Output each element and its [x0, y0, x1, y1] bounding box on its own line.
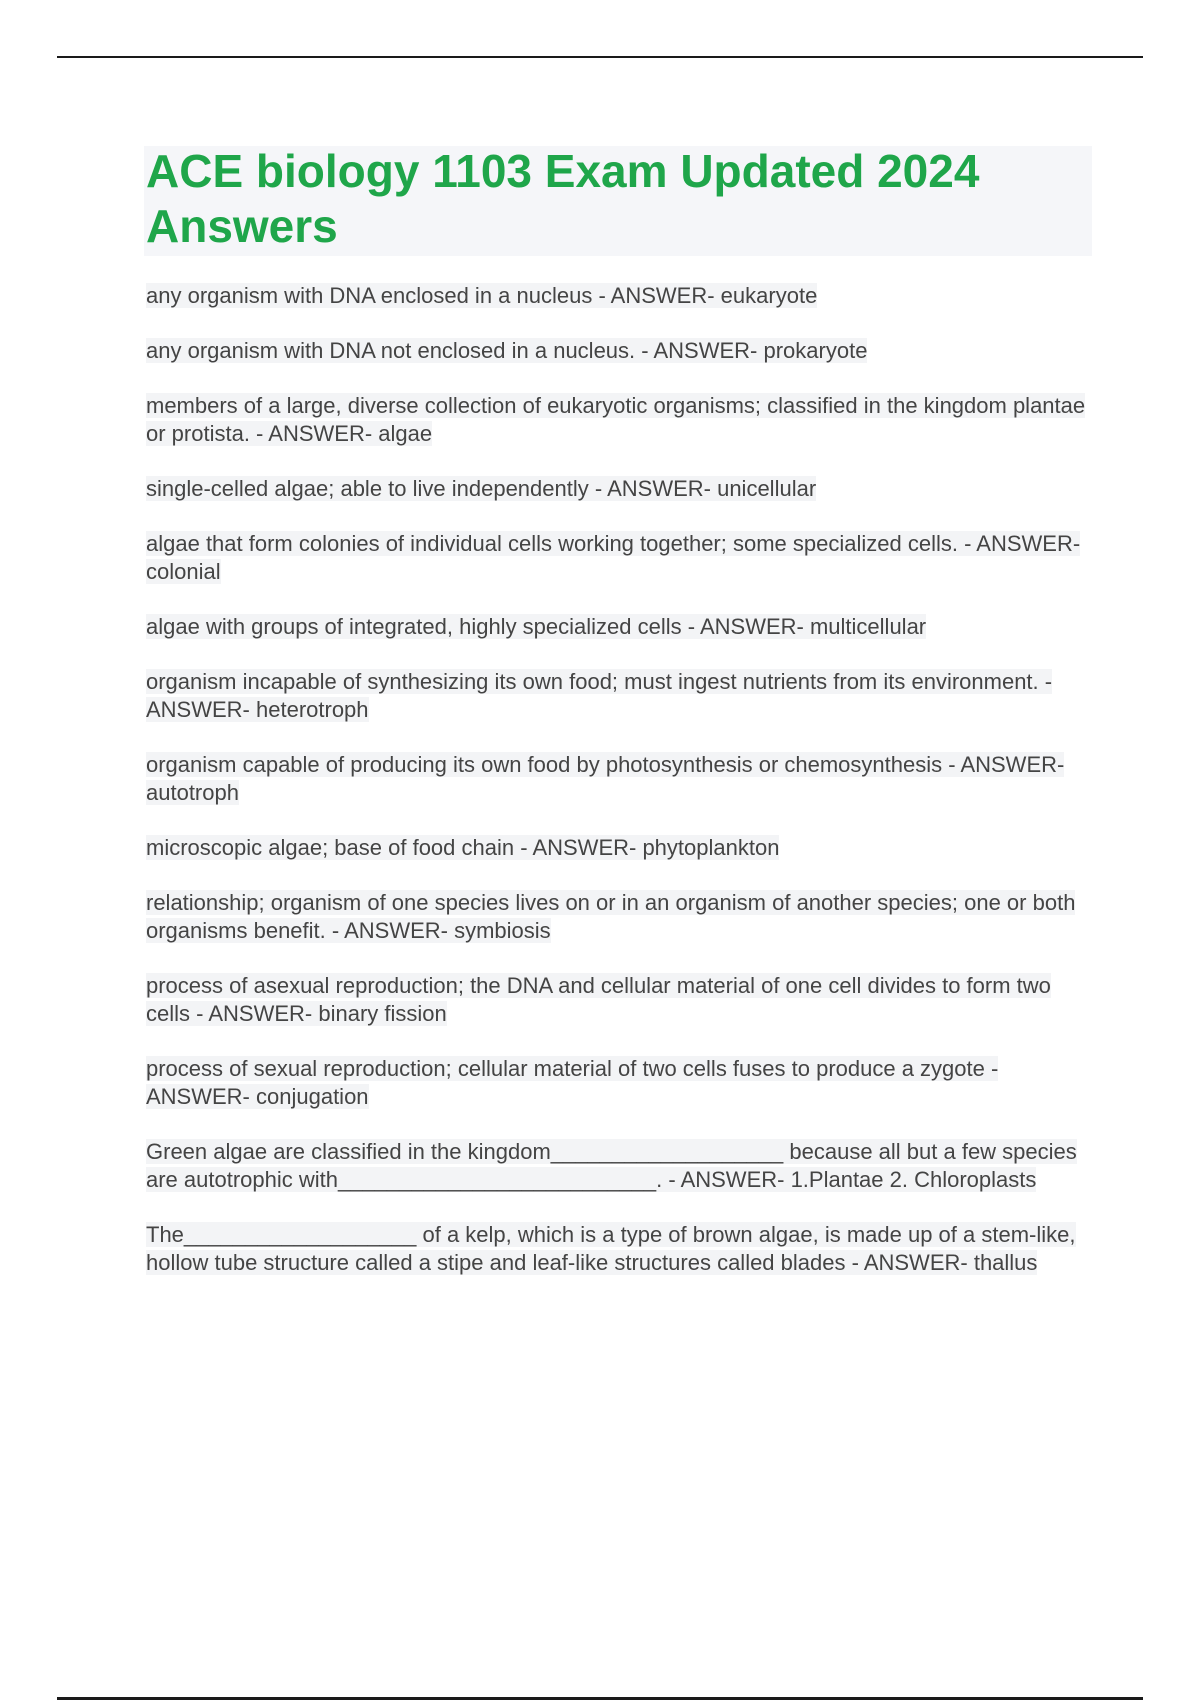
qa-item: [146, 668, 1096, 724]
qa-item: [146, 282, 1096, 310]
qa-item: [146, 1055, 1096, 1111]
qa-text: any organism with DNA not enclosed in a nucleus. - ANSWER- prokaryote: [146, 338, 868, 363]
qa-item: [146, 834, 1096, 862]
qa-text: Green algae are classified in the kingdom___________________ because all but a few species are autotrophic with__________________________. - ANSWER- 1.Plantae 2. Chloroplasts: [146, 1139, 1077, 1192]
qa-list: [146, 282, 1096, 1304]
qa-text: any organism with DNA enclosed in a nucleus - ANSWER- eukaryote: [146, 283, 818, 308]
qa-text: The___________________ of a kelp, which is a type of brown algae, is made up of a stem-like, hollow tube structure called a stipe and leaf-like structures called blades - ANSWER- thallus: [146, 1222, 1076, 1275]
qa-text: organism capable of producing its own food by photosynthesis or chemosynthesis - ANSWER- autotroph: [146, 752, 1065, 805]
qa-item: [146, 613, 1096, 641]
qa-text: process of sexual reproduction; cellular material of two cells fuses to produce a zygote - ANSWER- conjugation: [146, 1056, 999, 1109]
qa-text: algae that form colonies of individual cells working together; some specialized cells. - ANSWER- colonial: [146, 531, 1081, 584]
qa-item: [146, 751, 1096, 807]
qa-item: [146, 889, 1096, 945]
qa-text: organism incapable of synthesizing its own food; must ingest nutrients from its environment. - ANSWER- heterotroph: [146, 669, 1053, 722]
qa-text: members of a large, diverse collection of eukaryotic organisms; classified in the kingdom plantae or protista. - ANSWER- algae: [146, 393, 1086, 446]
qa-item: [146, 392, 1096, 448]
qa-item: [146, 530, 1096, 586]
qa-text: microscopic algae; base of food chain - ANSWER- phytoplankton: [146, 835, 780, 860]
qa-item: [146, 972, 1096, 1028]
document-title: ACE biology 1103 Exam Updated 2024 Answers: [146, 145, 980, 252]
header-rule: [57, 56, 1143, 58]
qa-text: process of asexual reproduction; the DNA and cellular material of one cell divides to form two cells - ANSWER- binary fission: [146, 973, 1051, 1026]
qa-text: algae with groups of integrated, highly specialized cells - ANSWER- multicellular: [146, 614, 927, 639]
qa-text: relationship; organism of one species lives on or in an organism of another species; one or both organisms benefit. - ANSWER- symbiosis: [146, 890, 1076, 943]
qa-item: [146, 475, 1096, 503]
qa-text: single-celled algae; able to live independently - ANSWER- unicellular: [146, 476, 817, 501]
qa-item: [146, 1221, 1096, 1277]
qa-item: [146, 1138, 1096, 1194]
qa-item: [146, 337, 1096, 365]
